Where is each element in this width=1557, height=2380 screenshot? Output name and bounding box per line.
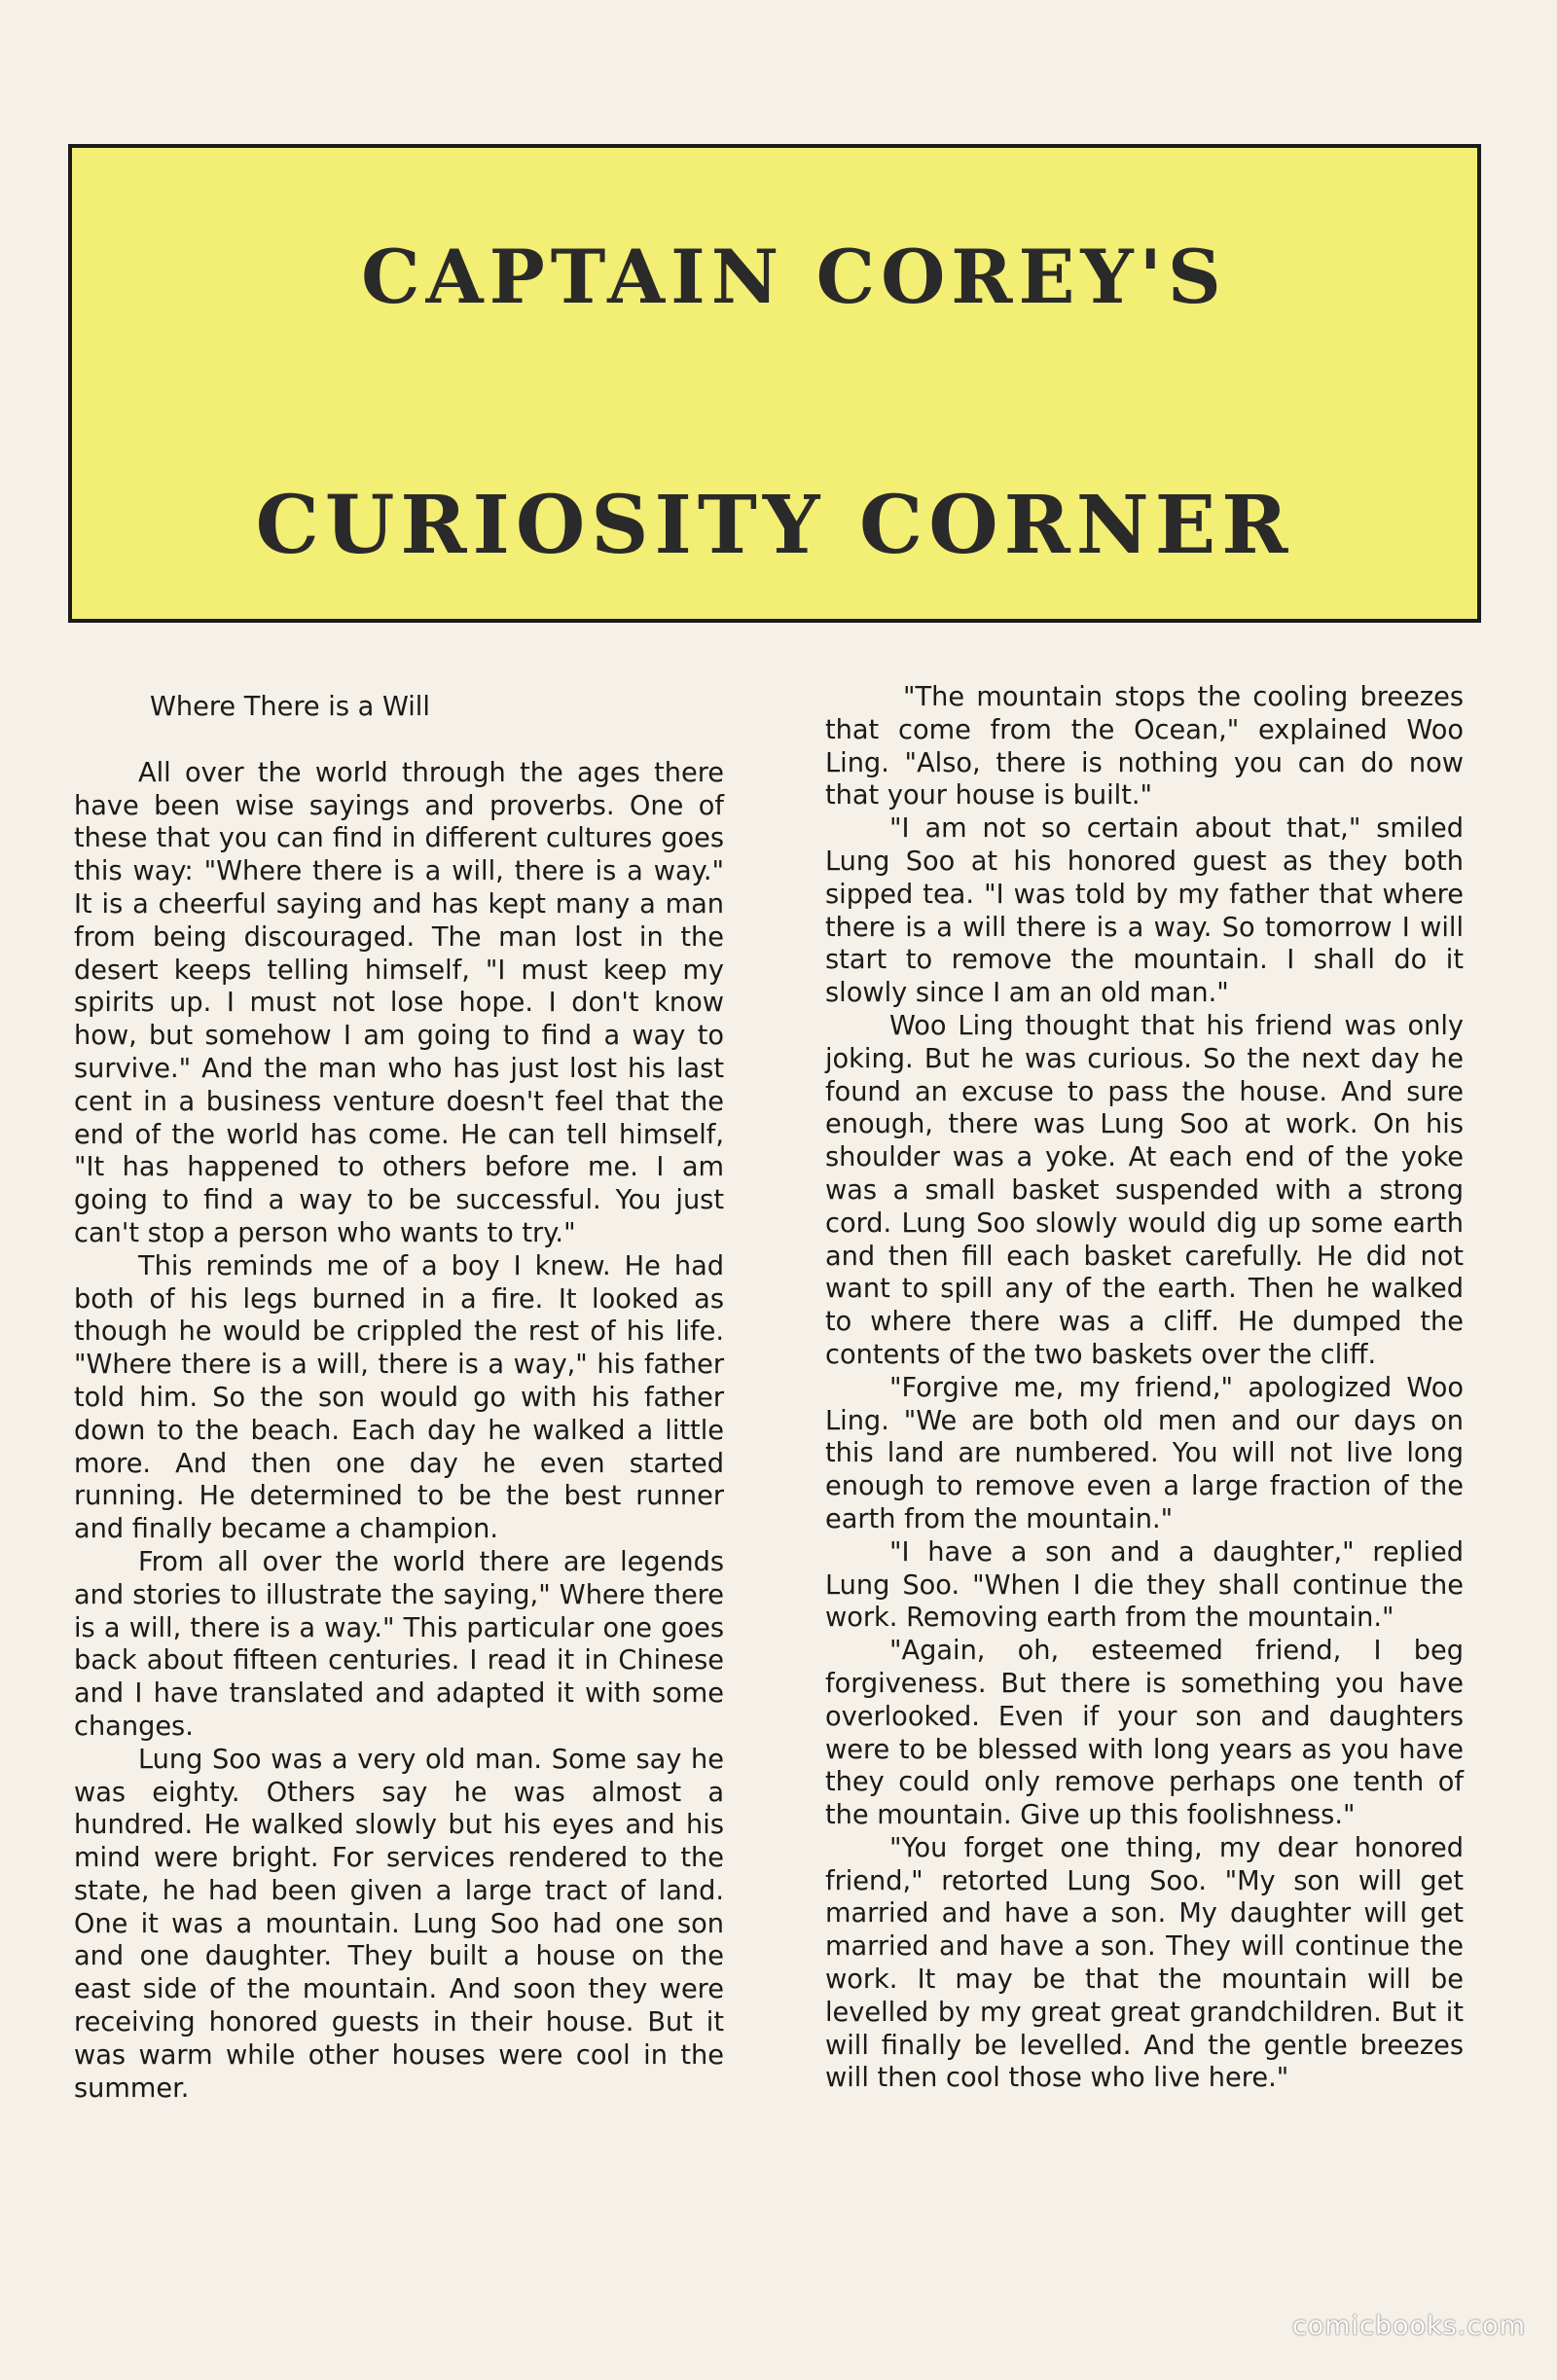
paragraph: "I am not so certain about that," smiled Lung Soo at his honored guest as they both sipped tea. "I was told by my father that where there is a will there is a way. So tomorrow I will start to remove the mountain. I shall do it slowly since I am an old man." bbox=[825, 813, 1464, 1009]
article-column-right bbox=[825, 681, 1464, 2095]
paragraph: From all over the world there are legends and stories to illustrate the saying," Where there is a will, there is a way." This particular one goes back about fifteen centuries. I read it in Chinese and I have translated and adapted it with some changes. bbox=[74, 1546, 724, 1742]
paragraph: Woo Ling thought that his friend was only joking. But he was curious. So the next day he found an excuse to pass the house. And sure enough, there was Lung Soo at work. On his shoulder was a yoke. At each end of the yoke was a small basket suspended with a strong cord. Lung Soo slowly would dig up some earth and then fill each basket carefully. He did not want to spill any of the earth. Then he walked to where there was a cliff. He dumped the contents of the two baskets over the cliff. bbox=[825, 1010, 1464, 1370]
paragraph: Lung Soo was a very old man. Some say he was eighty. Others say he was almost a hundred. He walked slowly but his eyes and his mind were bright. For services rendered to the state, he had been given a large tract of land. One it was a mountain. Lung Soo had one son and one daughter. They built a house on the east side of the mountain. And soon they were receiving honored guests in their house. But it was warm while other houses were cool in the summer. bbox=[74, 1744, 724, 2104]
paragraph: "Forgive me, my friend," apologized Woo Ling. "We are both old men and our days on this land are numbered. You will not live long enough to remove even a large fraction of the earth from the mountain." bbox=[825, 1372, 1464, 1534]
paragraph: "Again, oh, esteemed friend, I beg forgiveness. But there is something you have overlooked. Even if your son and daughters were to be blessed with long years as you have they could only remove perhaps one tenth of the mountain. Give up this foolishness." bbox=[825, 1636, 1464, 1831]
paragraph: All over the world through the ages there have been wise sayings and proverbs. One of these that you can find in different cultures goes this way: "Where there is a will, there is a way." It is a cheerful saying and has kept many a man from being discouraged. The man lost in the desert keeps telling himself, "I must keep my spirits up. I must not lose hope. I don't know how, but somehow I am going to find a way to survive." And the man who has just lost his last cent in a business venture doesn't feel that the end of the world has come. He can tell himself, "It has happened to others before me. I am going to find a way to be successful. You just can't stop a person who wants to try." bbox=[74, 757, 724, 1248]
story-heading: Where There is a Will bbox=[150, 692, 430, 722]
article-column-left bbox=[74, 681, 724, 2105]
site-watermark: comicbooks.com bbox=[1291, 2311, 1526, 2341]
paragraph: This reminds me of a boy I knew. He had both of his legs burned in a fire. It looked as though he would be crippled the rest of his life. "Where there is a will, there is a way," his father told him. So the son would go with his father down to the beach. Each day he walked a little more. And then one day he even started running. He determined to be the best runner and finally became a champion. bbox=[74, 1250, 724, 1545]
title-banner bbox=[68, 144, 1481, 623]
title-line-1: CAPTAIN COREY'S bbox=[361, 234, 1227, 320]
paragraph: "I have a son and a daughter," replied Lung Soo. "When I die they shall continue the work. Removing earth from the mountain." bbox=[825, 1536, 1464, 1634]
title-line-2: CURIOSITY CORNER bbox=[255, 479, 1294, 572]
paragraph: "The mountain stops the cooling breezes that come from the Ocean," explained Woo Ling. "Also, there is nothing you can do now that your house is built." bbox=[825, 682, 1464, 811]
paragraph: "You forget one thing, my dear honored friend," retorted Lung Soo. "My son will get married and have a son. My daughter will get married and have a son. They will continue the work. It may be that the mountain will be levelled by my great great grandchildren. But it will finally be levelled. And the gentle breezes will then cool those who live here." bbox=[825, 1832, 1464, 2094]
